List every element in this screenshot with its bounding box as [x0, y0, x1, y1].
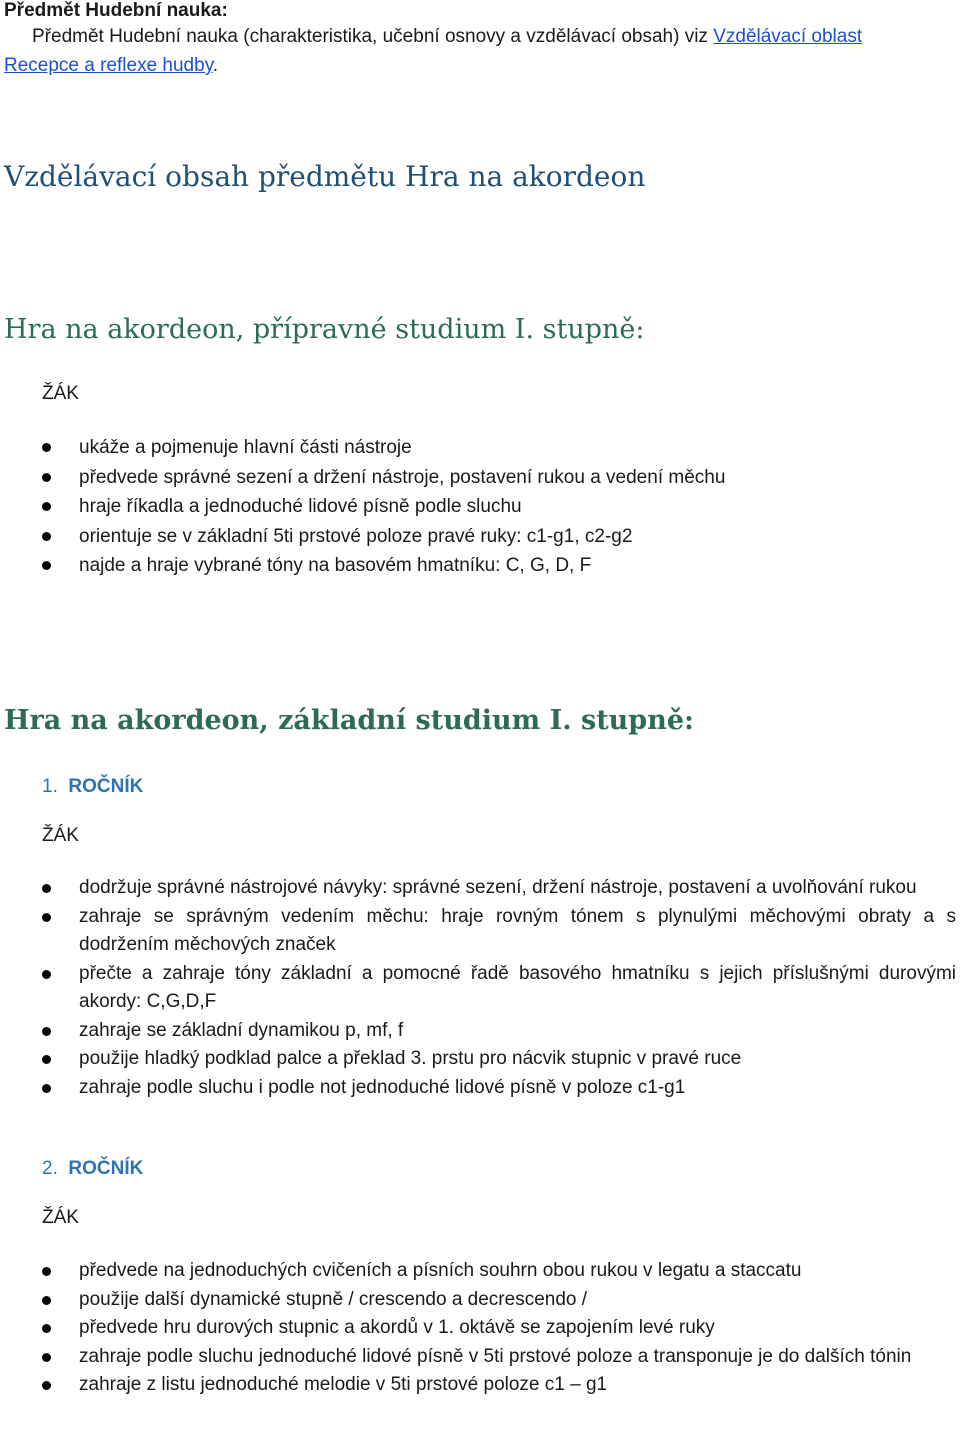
- bullet-icon: [42, 1027, 51, 1036]
- list-item-text: dodržuje správné nástrojové návyky: správné sezení, držení nástroje, postavení a uvolňování rukou: [79, 877, 917, 898]
- list-item: [42, 1257, 956, 1286]
- bullet-icon: [42, 1055, 51, 1064]
- bullet-icon: [42, 1084, 51, 1093]
- list-item: [42, 1074, 956, 1103]
- list-item: [42, 903, 956, 960]
- bullet-icon: [42, 913, 51, 922]
- list-item: [42, 874, 956, 903]
- subject-title: Předmět Hudební nauka:: [4, 0, 228, 21]
- bullet-icon: [42, 473, 51, 482]
- list-item: [42, 492, 956, 522]
- grade-1-student-label: ŽÁK: [42, 825, 79, 846]
- list-item-text: zahraje podle sluchu jednoduché lidové písně v 5ti prstové poloze a transponuje je do dalších tónin: [79, 1345, 912, 1367]
- prep-outcomes-list: [42, 433, 956, 581]
- list-item-text: hraje říkadla a jednoduché lidové písně podle sluchu: [79, 496, 522, 517]
- list-item-text: zahraje se správným vedením měchu: hraje rovným tónem s plynulými měchovými obraty a s dodržením měchových značek: [79, 905, 956, 955]
- list-item-text: zahraje se základní dynamikou p, mf, f: [79, 1019, 404, 1041]
- intro-text-continued: [4, 55, 218, 77]
- list-item-text: předvede hru durových stupnic a akordů v 1. oktávě se zapojením levé ruky: [79, 1317, 715, 1338]
- list-item: [42, 551, 956, 581]
- basic-heading: Hra na akordeon, základní studium I. stupně:: [4, 705, 694, 736]
- list-item-text: najde a hraje vybrané tóny na basovém hmatníku: C, G, D, F: [79, 555, 592, 576]
- link-vzdelavaci-oblast[interactable]: Vzdělávací oblast: [713, 26, 863, 47]
- grade-1-outcomes-list: [42, 874, 956, 1102]
- bullet-icon: [42, 561, 51, 570]
- bullet-icon: [42, 443, 51, 452]
- intro-period: .: [212, 55, 219, 76]
- list-item: [42, 1371, 956, 1400]
- grade-2-student-label: ŽÁK: [42, 1207, 79, 1228]
- grade-number: 2.: [42, 1158, 58, 1179]
- grade-label: ROČNÍK: [68, 1158, 144, 1179]
- list-item-text: předvede na jednoduchých cvičeních a písních souhrn obou rukou v legatu a staccatu: [79, 1260, 802, 1281]
- bullet-icon: [42, 1324, 51, 1333]
- grade-number: 1.: [42, 776, 58, 797]
- list-item-text: orientuje se v základní 5ti prstové poloze pravé ruky: c1-g1, c2-g2: [79, 525, 633, 547]
- bullet-icon: [42, 532, 51, 541]
- prep-student-label: ŽÁK: [42, 383, 79, 404]
- list-item: [42, 1343, 956, 1372]
- list-item: [42, 433, 956, 463]
- bullet-icon: [42, 970, 51, 979]
- list-item-text: přečte a zahraje tóny základní a pomocné řadě basového hmatníku s jejich příslušnými durovými akordy: C,G,D,F: [79, 962, 956, 1012]
- list-item-text: použije hladký podklad palce a překlad 3. prstu pro nácvik stupnic v pravé ruce: [79, 1048, 742, 1069]
- list-item-text: zahraje podle sluchu i podle not jednoduché lidové písně v poloze c1-g1: [79, 1076, 686, 1098]
- list-item: [42, 960, 956, 1017]
- list-item: [42, 1314, 956, 1343]
- intro-description: Předmět Hudební nauka (charakteristika, učební osnovy a vzdělávací obsah) viz: [32, 26, 714, 47]
- bullet-icon: [42, 1267, 51, 1276]
- bullet-icon: [42, 884, 51, 893]
- grade-2-outcomes-list: [42, 1257, 956, 1400]
- list-item: [42, 522, 956, 552]
- bullet-icon: [42, 1381, 51, 1390]
- list-item-text: zahraje z listu jednoduché melodie v 5ti prstové poloze c1 – g1: [79, 1374, 608, 1395]
- bullet-icon: [42, 1353, 51, 1362]
- prep-heading: Hra na akordeon, přípravné studium I. stupně:: [4, 314, 645, 345]
- grade-1-title: [42, 776, 143, 798]
- list-item-text: ukáže a pojmenuje hlavní části nástroje: [79, 437, 412, 458]
- main-heading: Vzdělávací obsah předmětu Hra na akordeon: [4, 160, 646, 193]
- list-item: [42, 1017, 956, 1046]
- list-item: [42, 1045, 956, 1074]
- list-item: [42, 1286, 956, 1315]
- grade-label: ROČNÍK: [68, 776, 144, 797]
- list-item-text: použije další dynamické stupně / crescendo a decrescendo /: [79, 1288, 588, 1310]
- list-item-text: předvede správné sezení a držení nástroje, postavení rukou a vedení měchu: [79, 466, 726, 488]
- bullet-icon: [42, 1296, 51, 1305]
- grade-2-title: [42, 1158, 143, 1180]
- intro-text: [32, 26, 862, 48]
- bullet-icon: [42, 502, 51, 511]
- link-recepce-a-reflexe-hudby[interactable]: Recepce a reflexe hudby: [4, 55, 213, 76]
- list-item: [42, 463, 956, 493]
